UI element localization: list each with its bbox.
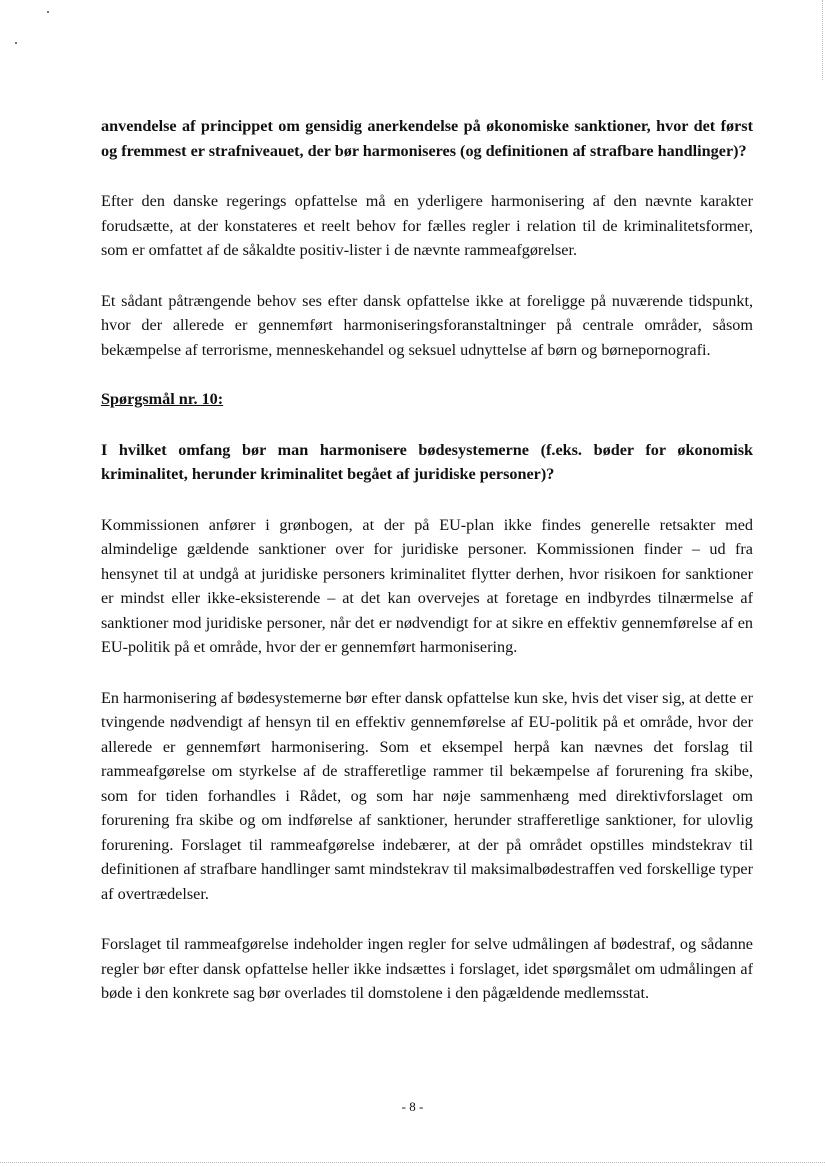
document-body [101, 114, 753, 1006]
scan-edge [821, 0, 823, 80]
answer-paragraph: Kommissionen anfører i grønbogen, at der på EU-plan ikke findes generelle retsakter med almindelige gældende sanktioner over for juridiske personer. Kommissionen finder – ud fra hensynet til at undgå at juridiske personers kriminalitet flytter derhen, hvor risikoen for sanktioner er mindst eller ikke-eksisterende – at det kan overvejes at foretage en indbyrdes tilnærmelse af sanktioner mod juridiske personer, når det er nødvendigt for at sikre en effektiv gennemførelse af en EU-politik på et område, hvor der er gennemført harmonisering. [101, 515, 753, 656]
answer-paragraph: En harmonisering af bødesystemerne bør efter dansk opfattelse kun ske, hvis det viser sig, at dette er tvingende nødvendigt af hensyn til en effektiv gennemførelse af EU-politik på et område, hvor der allerede er gennemført harmonisering. Som et eksempel herpå kan nævnes det forslag til rammeafgørelse om styrkelse af de strafferetlige rammer til bekæmpelse af forurening fra skibe, som for tiden forhandles i Rådet, og som har nøje sammenhæng med direktivforslaget om forurening fra skibe og om indførelse af sanktioner, herunder strafferetlige sanktioner, for ulovlig forurening. Forslaget til rammeafgørelse indebærer, at der på området opstilles mindstekrav til definitionen af strafbare handlinger samt mindstekrav til maksimalbødestraffen ved forskellige typer af overtrædelser. [101, 688, 753, 903]
question-9-continuation: anvendelse af princippet om gensidig anerkendelse på økonomiske sanktioner, hvor det først og fremmest er strafniveauet, der bør harmoniseres (og definitionen af strafbare handlinger)? [101, 117, 753, 160]
scan-speck [47, 11, 49, 13]
scan-speck [15, 42, 17, 44]
answer-paragraph: Efter den danske regerings opfattelse må en yderligere harmonisering af den nævnte karakter forudsætte, at der konstateres et reelt behov for fælles regler i relation til de kriminalitetsformer, som er omfattet af de såkaldte positiv-lister i de nævnte rammeafgørelser. [101, 192, 753, 259]
answer-paragraph: Et sådant påtrængende behov ses efter dansk opfattelse ikke at foreligge på nuværende tidspunkt, hvor der allerede er gennemført harmoniseringsforanstaltninger på centrale områder, såsom bekæmpelse af terrorisme, menneskehandel og seksuel udnyttelse af børn og børnepornografi. [101, 291, 753, 359]
question-text: I hvilket omfang bør man harmonisere bødesystemerne (f.eks. bøder for økonomisk kriminalitet, herunder kriminalitet begået af juridiske personer)? [101, 440, 753, 483]
scan-edge [0, 1161, 825, 1163]
section-heading: Spørgsmål nr. 10: [101, 390, 224, 408]
answer-paragraph: Forslaget til rammeafgørelse indeholder ingen regler for selve udmålingen af bødestraf, og sådanne regler bør efter dansk opfattelse heller ikke indsættes i forslaget, idet spørgsmålet om udmålingen af bøde i den konkrete sag bør overlades til domstolene i den pågældende medlemsstat. [101, 935, 753, 1002]
page-number: - 8 - [401, 1099, 424, 1114]
